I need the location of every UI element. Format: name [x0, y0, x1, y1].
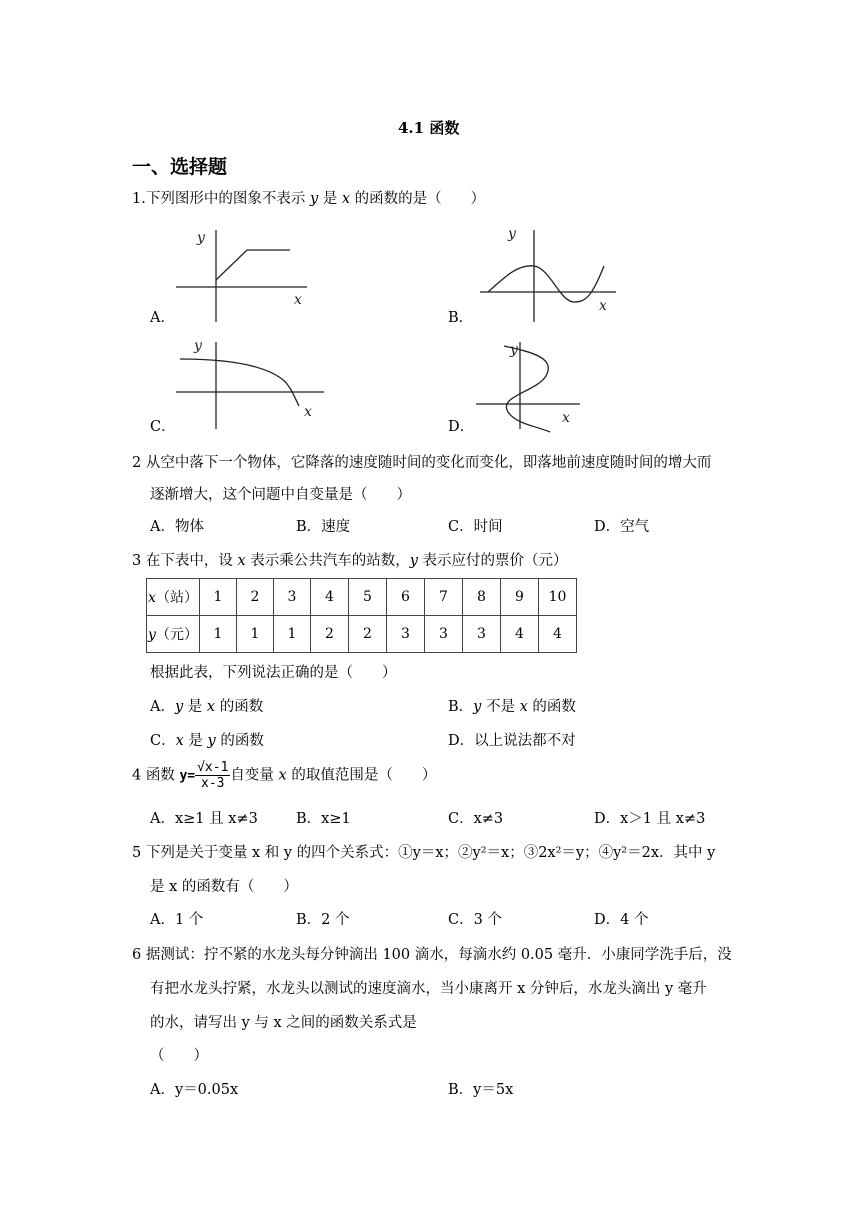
q3a-4: x — [206, 699, 216, 715]
table-cell: 3 — [387, 616, 425, 653]
q4-option-c[interactable]: C．x≠3 — [448, 811, 504, 827]
row-x-var: x — [148, 590, 156, 606]
q3-stem-2: 表示乘公共汽车的站数， — [245, 553, 410, 569]
table-cell: 2 — [311, 616, 349, 653]
row-x-label — [147, 579, 200, 616]
q1-option-d[interactable]: D． — [448, 419, 475, 435]
question-2-line-1: 2 从空中落下一个物体，它降落的速度随时间的变化而变化，即落地前速度随时间的增大而 — [132, 455, 712, 471]
q3-option-c[interactable] — [150, 732, 264, 750]
table-cell: 8 — [463, 579, 501, 616]
row-x-unit: （站） — [155, 590, 198, 606]
q3-stem-1: 3 在下表中，设 — [132, 553, 238, 569]
graph-a — [172, 222, 312, 327]
table-cell: 1 — [200, 579, 237, 616]
q4-post-a: 自变量 — [230, 767, 279, 784]
table-row-x — [147, 579, 577, 616]
q1-option-a[interactable]: A． — [150, 310, 175, 326]
question-3-after: 根据此表，下列说法正确的是（ ） — [150, 665, 397, 681]
graph-b — [474, 222, 624, 327]
q1-option-c[interactable]: C． — [150, 419, 176, 435]
q3-option-a[interactable] — [150, 698, 263, 716]
graph-b-curve — [488, 266, 604, 302]
q3b-1: B． — [448, 699, 474, 715]
question-6-line-4: （ ） — [150, 1048, 208, 1064]
question-6-line-3: 的水，请写出 y 与 x 之间的函数关系式是 — [150, 1015, 417, 1031]
graph-d-curve — [504, 346, 550, 432]
graph-a-y-label: y — [197, 230, 205, 246]
q3c-4: y — [207, 733, 216, 749]
graph-a-curve — [216, 250, 290, 280]
table-cell: 4 — [311, 579, 349, 616]
table-cell: 3 — [274, 579, 311, 616]
q3b-5: 的函数 — [527, 699, 576, 715]
q3c-3: 是 — [183, 733, 208, 749]
q4-post-x: x — [278, 767, 287, 784]
table-cell: 1 — [200, 616, 237, 653]
q3-stem-y: y — [409, 553, 418, 569]
table-cell: 7 — [425, 579, 463, 616]
table-cell: 4 — [539, 616, 577, 653]
table-row-y — [147, 616, 577, 653]
q3b-4: x — [519, 699, 528, 715]
question-4-stem — [132, 760, 436, 791]
question-1-stem — [132, 190, 485, 208]
q3b-3: 不是 — [481, 699, 520, 715]
q2-option-a[interactable]: A．物体 — [150, 519, 204, 535]
q1-var-y: y — [309, 191, 319, 207]
q4-denominator: x-3 — [201, 776, 225, 791]
section-heading: 一、选择题 — [132, 156, 228, 178]
fare-table — [146, 578, 577, 653]
q1-stem-pre: 1.下列图形中的图象不表示 — [132, 191, 310, 207]
q6-option-b[interactable]: B．y＝5x — [448, 1082, 514, 1098]
q4-y-eq: y= — [179, 768, 196, 784]
table-cell: 10 — [539, 579, 577, 616]
q4-pre: 4 函数 — [132, 767, 180, 784]
graph-b-y-label: y — [508, 226, 516, 242]
q3-option-b[interactable] — [448, 698, 576, 716]
row-y-label — [147, 616, 200, 653]
q2-option-c[interactable]: C．时间 — [448, 519, 503, 535]
q1-option-b[interactable]: B． — [448, 310, 474, 326]
q4-fraction — [195, 760, 230, 791]
table-cell: 9 — [501, 579, 539, 616]
q3-option-d[interactable]: D．以上说法都不对 — [448, 733, 576, 749]
graph-c-y-label: y — [194, 338, 202, 354]
table-cell: 4 — [501, 616, 539, 653]
table-cell: 3 — [425, 616, 463, 653]
question-3-stem — [132, 552, 568, 570]
q5-option-c[interactable]: C．3 个 — [448, 912, 502, 928]
q5-option-d[interactable]: D．4 个 — [594, 912, 649, 928]
graph-a-x-label: x — [294, 292, 302, 308]
page-title: 4.1 函数 — [398, 119, 460, 137]
q4-option-d[interactable]: D．x＞1 且 x≠3 — [594, 811, 706, 827]
table-cell: 2 — [349, 616, 387, 653]
q3c-2: x — [175, 733, 184, 749]
graph-d-x-label: x — [562, 410, 570, 426]
q3-stem-x: x — [237, 553, 246, 569]
table-cell: 6 — [387, 579, 425, 616]
table-cell: 2 — [237, 579, 274, 616]
q3c-1: C． — [150, 733, 176, 749]
q3b-2: y — [473, 699, 482, 715]
question-2-line-2: 逐渐增大，这个问题中自变量是（ ） — [150, 487, 411, 503]
q2-option-b[interactable]: B．速度 — [296, 519, 351, 535]
q1-var-x: x — [341, 191, 351, 207]
q3a-5: 的函数 — [215, 699, 264, 715]
q4-numerator: √x-1 — [197, 760, 229, 775]
question-5-line-1: 5 下列是关于变量 x 和 y 的四个关系式：①y＝x；②y²＝x；③2x²＝y；④y²＝2x．其中 y — [132, 845, 716, 861]
row-y-var: y — [148, 627, 156, 643]
q4-option-a[interactable]: A．x≥1 且 x≠3 — [150, 811, 258, 827]
graph-c — [172, 334, 332, 434]
table-cell: 5 — [349, 579, 387, 616]
q4-option-b[interactable]: B．x≥1 — [296, 811, 351, 827]
q6-option-a[interactable]: A．y＝0.05x — [150, 1082, 239, 1098]
q3a-3: 是 — [183, 699, 207, 715]
q4-post-b: 的取值范围是（ ） — [286, 767, 437, 784]
graph-c-x-label: x — [304, 404, 312, 420]
q3c-5: 的函数 — [215, 733, 264, 749]
q1-stem-mid: 是 — [318, 191, 342, 207]
q3a-1: A． — [150, 699, 175, 715]
q1-stem-post: 的函数的是（ ） — [350, 191, 486, 207]
graph-c-curve — [180, 359, 299, 406]
graph-d-y-label: y — [510, 342, 518, 358]
table-cell: 1 — [237, 616, 274, 653]
graph-b-x-label: x — [599, 298, 607, 314]
question-5-line-2: 是 x 的函数有（ ） — [150, 879, 298, 895]
q3-stem-3: 表示应付的票价（元） — [417, 553, 568, 569]
q2-option-d[interactable]: D．空气 — [594, 519, 650, 535]
row-y-unit: （元） — [155, 627, 198, 643]
graph-d — [472, 334, 592, 434]
question-6-line-2: 有把水龙头拧紧，水龙头以测试的速度滴水，当小康离开 x 分钟后，水龙头滴出 y 毫升 — [150, 981, 707, 997]
table-cell: 3 — [463, 616, 501, 653]
table-cell: 1 — [274, 616, 311, 653]
q5-option-a[interactable]: A．1 个 — [150, 912, 204, 928]
question-6-line-1: 6 据测试：拧不紧的水龙头每分钟滴出 100 滴水，每滴水约 0.05 毫升．小康同学洗手后，没 — [132, 947, 732, 963]
q5-option-b[interactable]: B．2 个 — [296, 912, 350, 928]
q3a-2: y — [174, 699, 184, 715]
